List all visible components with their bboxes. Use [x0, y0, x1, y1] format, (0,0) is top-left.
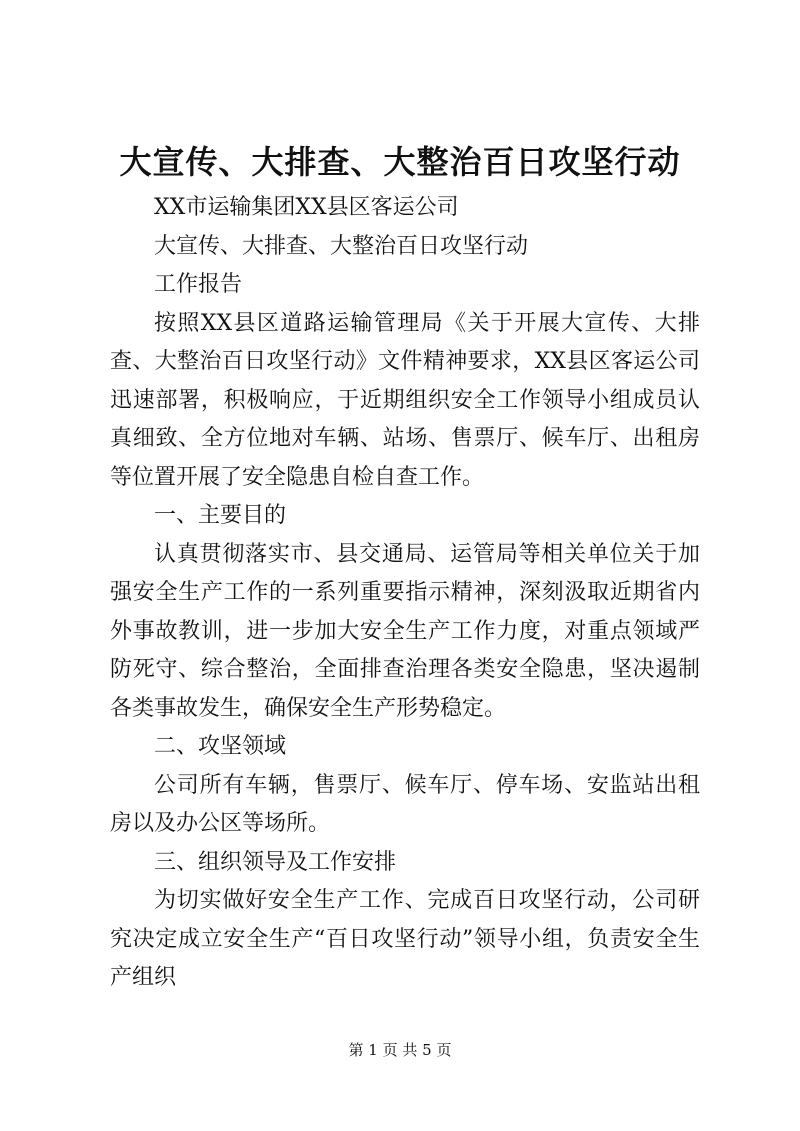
report-label-line: 工作报告 — [154, 272, 243, 297]
section-heading-areas: 二、攻坚领域 — [154, 734, 287, 759]
company-name-line: XX市运输集团XX县区客运公司 — [154, 195, 459, 220]
section-heading-organization: 三、组织领导及工作安排 — [154, 849, 397, 875]
areas-paragraph: 公司所有车辆，售票厅、候车厅、停车场、安监站出租房以及办公区等场所。 — [110, 772, 700, 836]
section-heading-purpose: 一、主要目的 — [154, 503, 287, 528]
document-title: 大宣传、大排查、大整治百日攻坚行动 — [119, 143, 681, 181]
intro-paragraph: 按照XX县区道路运输管理局《关于开展大宣传、大排查、大整治百日攻坚行动》文件精神要求，XX县区客运公司迅速部署，积极响应，于近期组织安全工作领导小组成员认真细致、全方位地对车辆、站场、售票厅、候车厅、出租房等位置开展了安全隐患自检自查工作。 — [110, 310, 700, 490]
subtitle-line: 大宣传、大排查、大整治百日攻坚行动 — [154, 233, 529, 259]
page-number-footer: 第 1 页 共 5 页 — [348, 1041, 452, 1059]
purpose-paragraph: 认真贯彻落实市、县交通局、运管局等相关单位关于加强安全生产工作的一系列重要指示精神，深刻汲取近期省内外事故教训，进一步加大安全生产工作力度，对重点领域严防死守、综合整治，全面排查治理各类安全隐患，坚决遏制各类事故发生，确保安全生产形势稳定。 — [110, 541, 700, 721]
document-body — [110, 189, 700, 998]
organization-paragraph: 为切实做好安全生产工作、完成百日攻坚行动，公司研究决定成立安全生产“百日攻坚行动”领导小组，负责安全生产组织 — [110, 888, 700, 990]
